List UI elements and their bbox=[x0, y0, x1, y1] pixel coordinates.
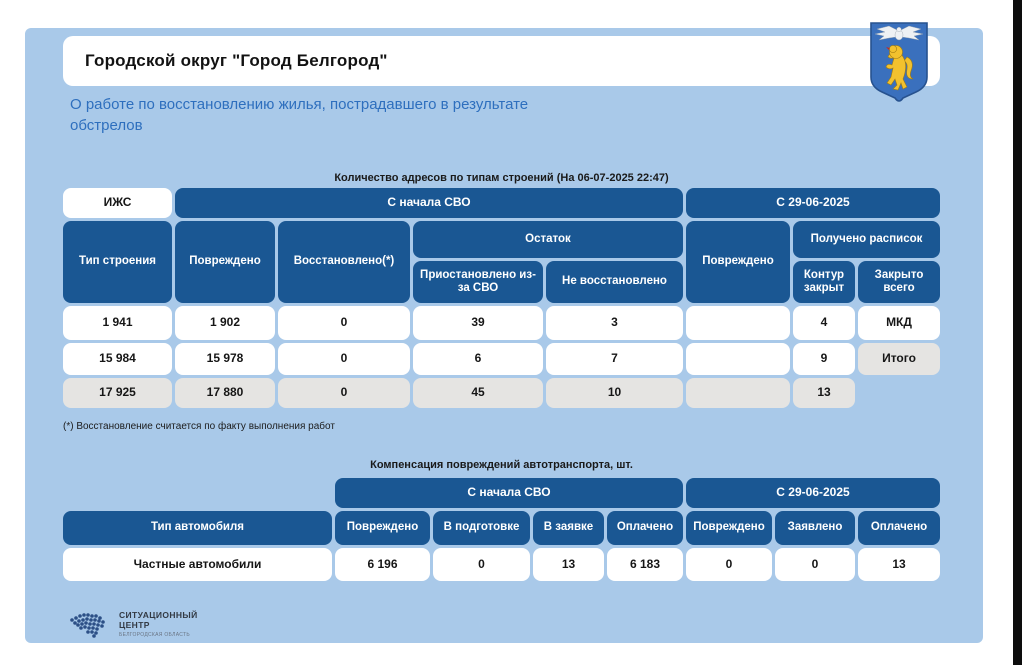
group-header-since-svo: С начала СВО bbox=[335, 478, 683, 508]
table-cell: 39 bbox=[413, 306, 543, 340]
group-header-since-date: С 29-06-2025 bbox=[686, 478, 940, 508]
column-header-not-restored: Не восстановлено bbox=[546, 261, 683, 303]
total-row-cell: 13 bbox=[793, 378, 855, 408]
column-header-closed-total: Закрыто всего bbox=[858, 261, 940, 303]
title-bar bbox=[63, 36, 940, 86]
table-cell: 13 bbox=[533, 548, 604, 581]
table-cell: 15 984 bbox=[63, 343, 172, 375]
column-header-receipts: Получено расписок bbox=[793, 221, 940, 258]
table-cell: 6 183 bbox=[607, 548, 683, 581]
region-map-dots-icon bbox=[66, 606, 112, 642]
table-cell bbox=[686, 343, 790, 375]
column-header-declared: Заявлено bbox=[775, 511, 855, 545]
column-header-building-type: Тип строения bbox=[63, 221, 172, 303]
column-header-contour-closed: Контур закрыт bbox=[793, 261, 855, 303]
page-subtitle: О работе по восстановлению жилья, пострадавшего в результате обстрелов bbox=[70, 96, 529, 134]
belgorod-coat-of-arms-icon bbox=[868, 22, 930, 104]
table-cell: 7 bbox=[546, 343, 683, 375]
column-header-damaged: Повреждено bbox=[335, 511, 430, 545]
page-title: Городской округ "Город Белгород" bbox=[85, 51, 388, 70]
total-row-cell: 17 925 bbox=[63, 378, 172, 408]
column-header-paid-recent: Оплачено bbox=[858, 511, 940, 545]
column-header-remainder: Остаток bbox=[413, 221, 683, 258]
column-header-vehicle-type: Тип автомобиля bbox=[63, 511, 332, 545]
vehicles-table bbox=[63, 478, 940, 581]
group-header-since-date: С 29-06-2025 bbox=[686, 188, 940, 218]
column-header-damaged-recent: Повреждено bbox=[686, 511, 772, 545]
column-header-suspended-svo: Приостановлено из-за СВО bbox=[413, 261, 543, 303]
column-header-damaged: Повреждено bbox=[175, 221, 275, 303]
table-cell: 6 bbox=[413, 343, 543, 375]
group-header-since-svo: С начала СВО bbox=[175, 188, 683, 218]
total-row-cell: 17 880 bbox=[175, 378, 275, 408]
logo-text-line2: ЦЕНТР bbox=[119, 620, 150, 630]
logo-text-line1: СИТУАЦИОННЫЙ bbox=[119, 610, 198, 620]
table-cell bbox=[686, 306, 790, 340]
table-cell: 1 902 bbox=[175, 306, 275, 340]
eagle-icon bbox=[875, 26, 923, 40]
total-row-cell: 10 bbox=[546, 378, 683, 408]
table-cell: ИЖС bbox=[63, 188, 172, 218]
column-header-paid: Оплачено bbox=[607, 511, 683, 545]
right-edge-strip bbox=[1013, 0, 1022, 665]
vehicles-table-title: Компенсация повреждений автотранспорта, шт. bbox=[370, 459, 633, 471]
column-header-in-request: В заявке bbox=[533, 511, 604, 545]
table-cell: 9 bbox=[793, 343, 855, 375]
table-cell: МКД bbox=[858, 306, 940, 340]
table-cell: 6 196 bbox=[335, 548, 430, 581]
logo-subtext: БЕЛГОРОДСКАЯ ОБЛАСТЬ bbox=[119, 632, 190, 638]
table-cell: 0 bbox=[775, 548, 855, 581]
column-header-in-preparation: В подготовке bbox=[433, 511, 530, 545]
total-row-cell: 0 bbox=[278, 378, 410, 408]
table-cell: 15 978 bbox=[175, 343, 275, 375]
table-cell: 0 bbox=[433, 548, 530, 581]
addresses-table-title: Количество адресов по типам строений (На 06-07-2025 22:47) bbox=[334, 172, 669, 184]
table-cell: 0 bbox=[686, 548, 772, 581]
total-row-cell: Итого bbox=[858, 343, 940, 375]
addresses-table bbox=[63, 188, 940, 408]
situation-center-logo bbox=[66, 606, 198, 642]
table-cell: 1 941 bbox=[63, 306, 172, 340]
table-cell: Частные автомобили bbox=[63, 548, 332, 581]
table-cell: 4 bbox=[793, 306, 855, 340]
table-cell: 3 bbox=[546, 306, 683, 340]
total-row-cell: 45 bbox=[413, 378, 543, 408]
table-cell: 13 bbox=[858, 548, 940, 581]
table-cell: 0 bbox=[278, 306, 410, 340]
total-row-cell bbox=[686, 378, 790, 408]
column-header-damaged-recent: Повреждено bbox=[686, 221, 790, 303]
column-header-restored: Восстановлено(*) bbox=[278, 221, 410, 303]
table-cell: 0 bbox=[278, 343, 410, 375]
restoration-footnote: (*) Восстановление считается по факту выполнения работ bbox=[63, 421, 335, 432]
